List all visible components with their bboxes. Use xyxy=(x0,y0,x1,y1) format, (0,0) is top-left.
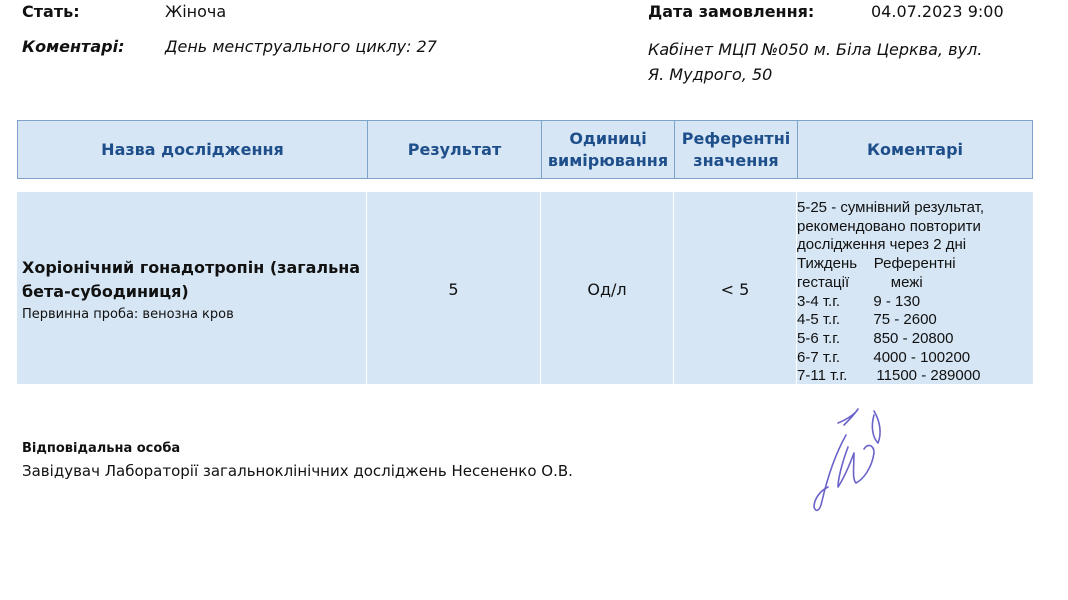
sex-value: Жіноча xyxy=(165,2,227,21)
comment-line: Тиждень Референтні xyxy=(797,255,956,273)
column-header-test-name xyxy=(18,121,368,178)
cell-result xyxy=(367,192,541,384)
result-value: 5 xyxy=(448,280,459,299)
comment-label: Коментарі: xyxy=(22,37,125,56)
comment-line: 7-11 т.г. 11500 - 289000 xyxy=(797,367,981,385)
units-value: Од/л xyxy=(587,280,627,299)
signature-image xyxy=(808,405,890,515)
test-name-line-1: Хоріонічний гонадотропін (загальна xyxy=(22,258,361,277)
cell-reference xyxy=(674,192,797,384)
specimen-note: Первинна проба: венозна кров xyxy=(22,307,234,322)
table-row xyxy=(17,192,1033,384)
column-header-test-name-text: Назва дослідження xyxy=(101,139,284,159)
cell-test-name xyxy=(17,192,367,384)
column-header-reference xyxy=(675,121,798,178)
responsible-person-label: Відповідальна особа xyxy=(22,441,181,456)
cell-comment xyxy=(797,192,1033,384)
comment-line: рекомендовано повторити xyxy=(797,217,981,235)
comment-line: 6-7 т.г. 4000 - 100200 xyxy=(797,348,971,366)
comment-line: 3-4 т.г. 9 - 130 xyxy=(797,292,921,310)
cell-units xyxy=(541,192,674,384)
column-header-reference-line-1: Референтні xyxy=(681,128,791,148)
column-header-units-line-2: вимірювання xyxy=(547,150,669,170)
sex-label: Стать: xyxy=(22,2,80,21)
test-name xyxy=(22,256,366,304)
cabinet-line-1: Кабінет МЦП №050 м. Біла Церква, вул. xyxy=(648,40,983,59)
cabinet-address xyxy=(648,37,1028,87)
comment-line: 5-6 т.г. 850 - 20800 xyxy=(797,329,954,347)
column-header-units-line-1: Одиниці xyxy=(569,128,647,148)
column-header-result xyxy=(368,121,542,178)
comment-line: 4-5 т.г. 75 - 2600 xyxy=(797,311,937,329)
cabinet-line-2: Я. Мудрого, 50 xyxy=(648,65,773,84)
comment-value: День менструального циклу: 27 xyxy=(165,37,437,56)
column-header-reference-line-2: значення xyxy=(693,150,779,170)
column-header-result-text: Результат xyxy=(407,139,502,159)
comment-line: дослідження через 2 дні xyxy=(797,236,967,254)
test-name-line-2: бета-субодиниця) xyxy=(22,282,189,301)
comment-line: гестації межі xyxy=(797,273,923,291)
order-date-value: 04.07.2023 9:00 xyxy=(871,2,1004,21)
comment-line: 5-25 - сумнівний результат, xyxy=(797,199,985,216)
results-table-header xyxy=(17,120,1033,179)
reference-value: < 5 xyxy=(720,280,750,299)
responsible-person-value: Завідувач Лабораторії загальноклінічних досліджень Несененко О.В. xyxy=(22,462,573,480)
column-header-units xyxy=(542,121,675,178)
column-header-comment xyxy=(798,121,1032,178)
order-date-label: Дата замовлення: xyxy=(648,2,815,21)
column-header-comment-text: Коментарі xyxy=(866,139,964,159)
